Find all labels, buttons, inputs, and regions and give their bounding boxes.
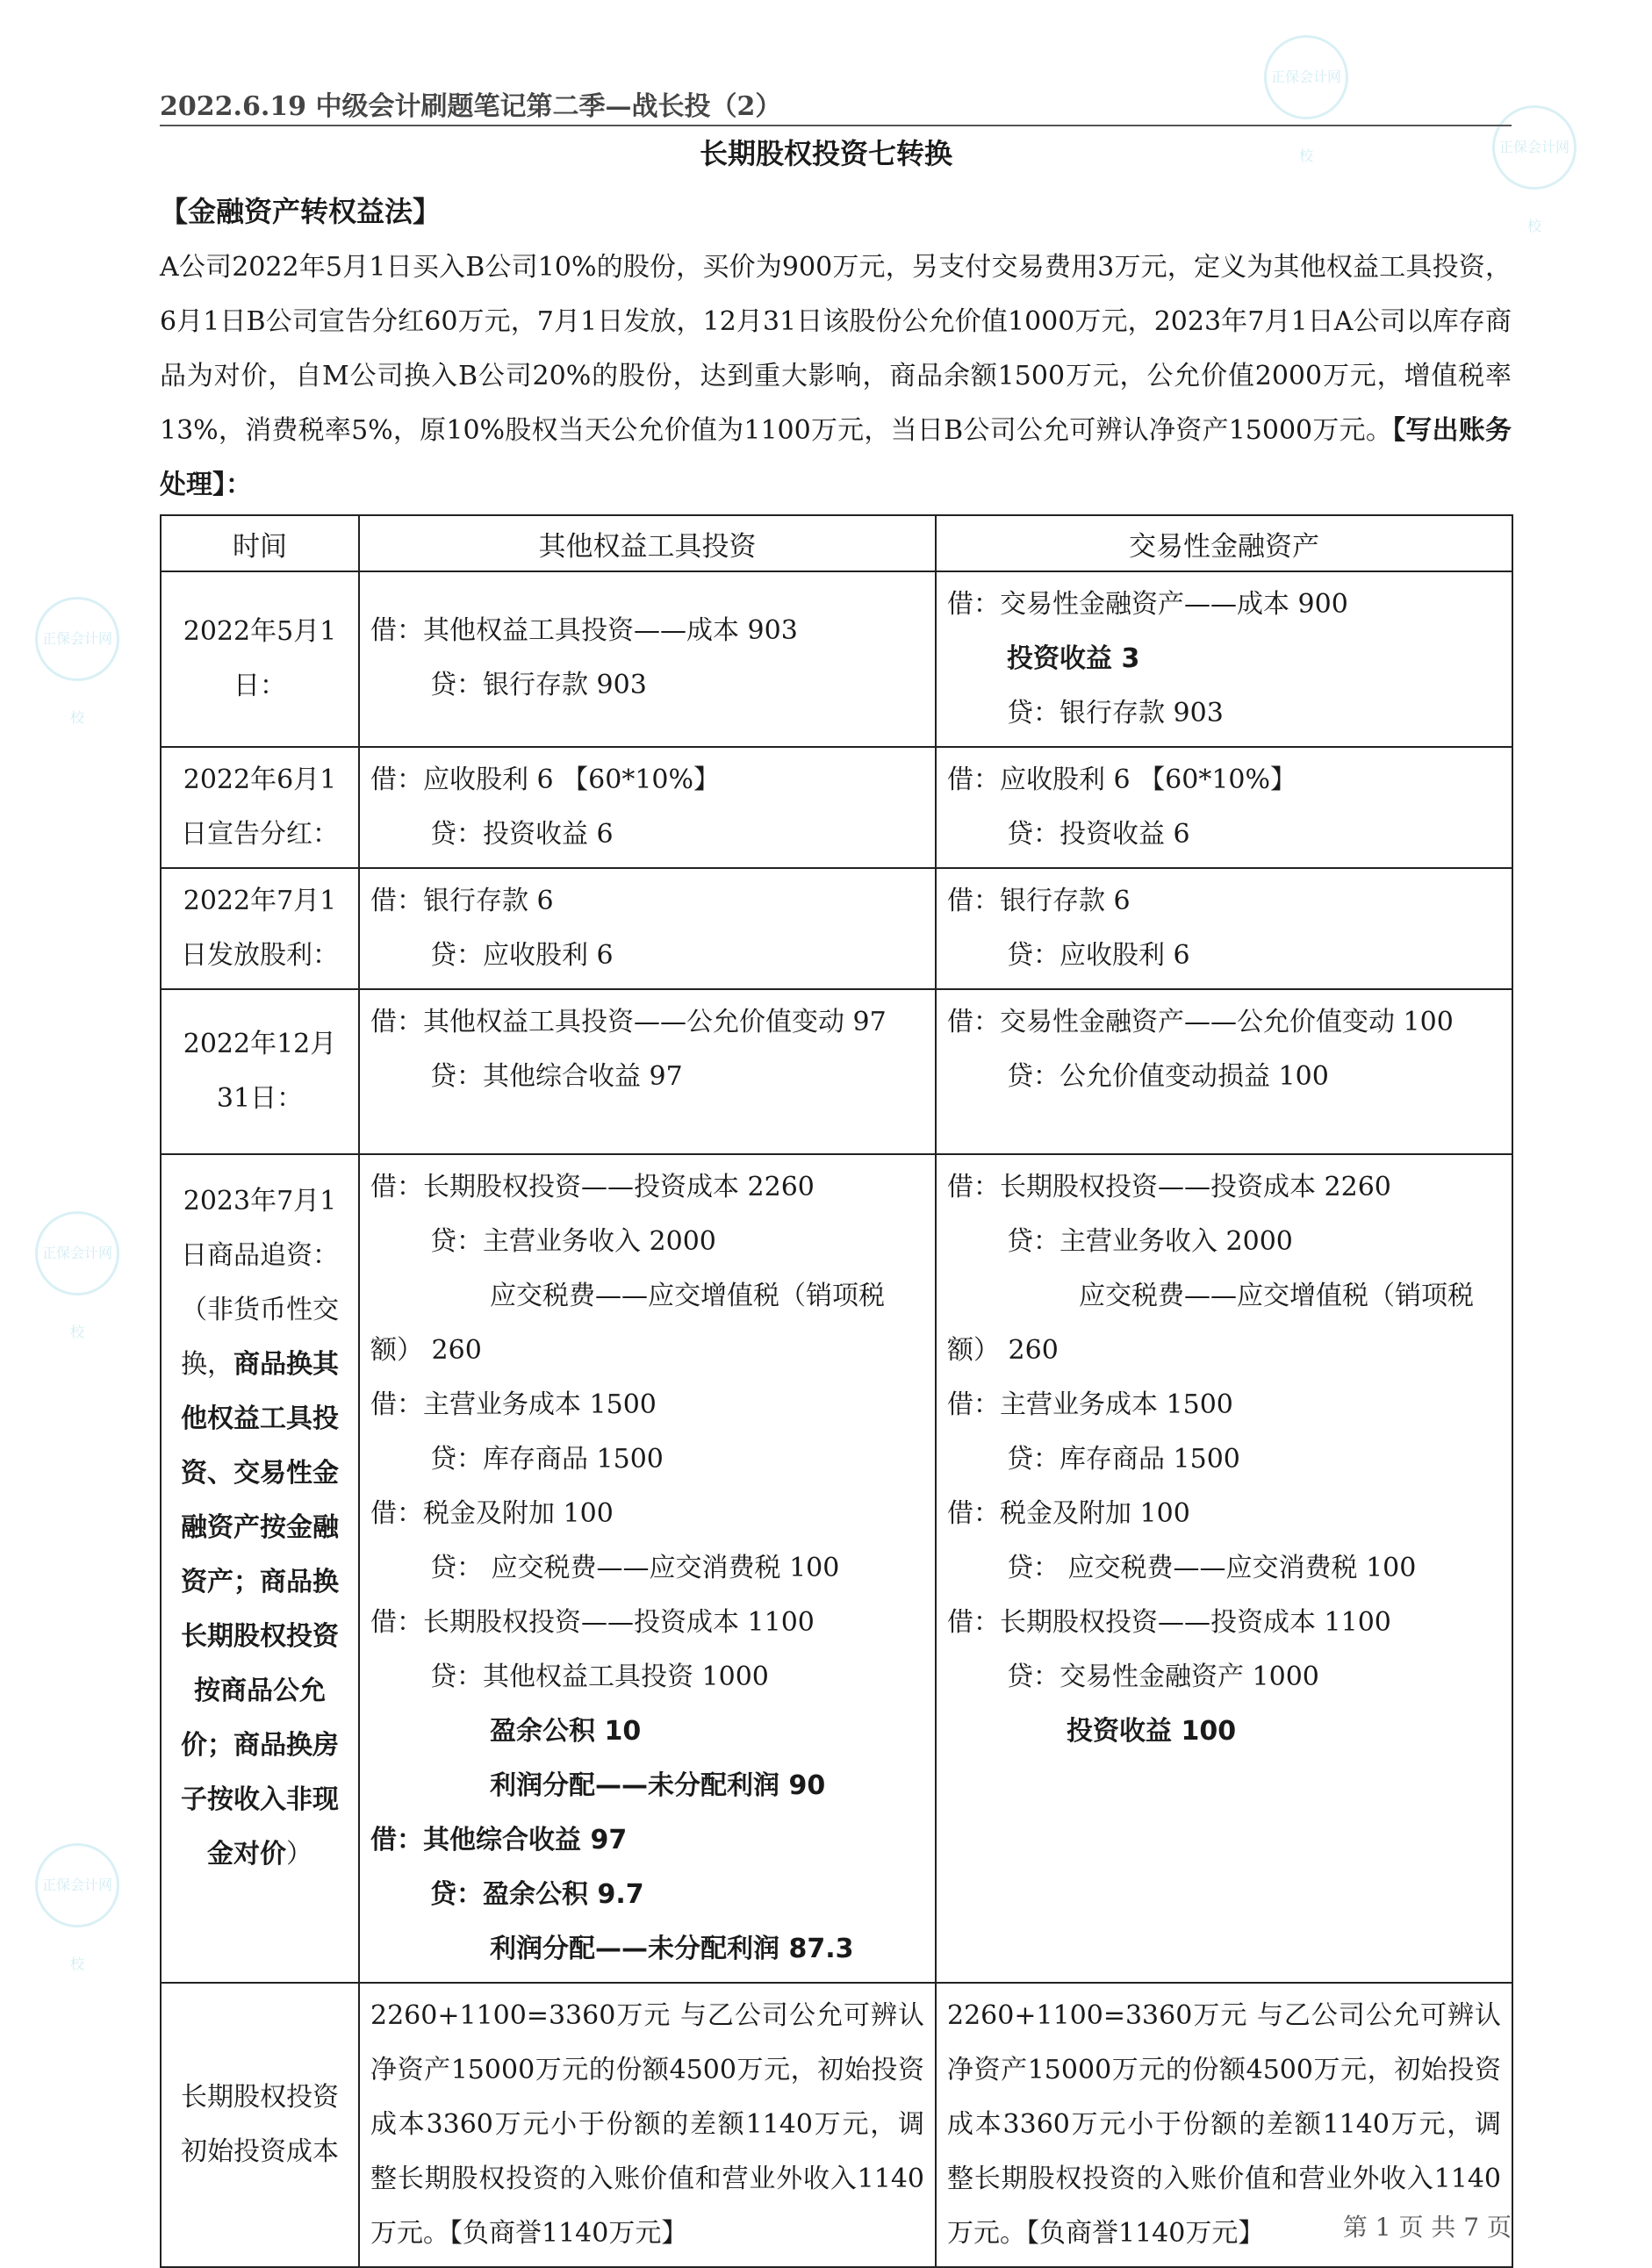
entry-line: 借：应收股利 6 【60*10%】 bbox=[370, 764, 721, 795]
entry-cell bbox=[936, 868, 1512, 989]
entry-cell: 2260+1100=3360万元 与乙公司公允可辨认净资产15000万元的份额4500万元，初始投资成本3360万元小于份额的差额1140万元，调整长期股权投资的入账价值和营业外收入1140万元。【负商誉1140万元】 bbox=[359, 1983, 936, 2267]
entry-line: 应交税费——应交增值税（销项税额） 260 bbox=[370, 1281, 885, 1366]
entry-line: 借：其他综合收益 97 bbox=[370, 1825, 628, 1855]
entry-line: 应交税费——应交增值税（销项税额） 260 bbox=[947, 1281, 1474, 1366]
entry-line: 贷： 应交税费——应交消费税 100 bbox=[430, 1553, 840, 1583]
table-header-row bbox=[161, 515, 1512, 571]
entry-line: 借：其他权益工具投资——成本 903 bbox=[370, 615, 798, 646]
row-time: 2022年6月1日宣告分红： bbox=[161, 747, 359, 868]
entry-line: 借：交易性金融资产——成本 900 bbox=[947, 589, 1348, 620]
problem-statement bbox=[160, 240, 1512, 513]
entry-line: 借：长期股权投资——投资成本 1100 bbox=[947, 1607, 1391, 1638]
entry-line: 借：长期股权投资——投资成本 1100 bbox=[370, 1607, 815, 1638]
entry-line: 利润分配——未分配利润 90 bbox=[490, 1770, 826, 1801]
entry-line: 贷：主营业务收入 2000 bbox=[1007, 1226, 1293, 1257]
entry-line: 贷：其他权益工具投资 1000 bbox=[430, 1662, 769, 1692]
watermark-logo: 正保会计网校 bbox=[1492, 105, 1577, 190]
entry-line: 借：长期股权投资——投资成本 2260 bbox=[370, 1172, 815, 1202]
entry-cell bbox=[936, 1154, 1512, 1983]
entry-line: 贷：应收股利 6 bbox=[430, 940, 614, 971]
entry-line: 投资收益 100 bbox=[1067, 1716, 1237, 1747]
header-time: 时间 bbox=[161, 515, 359, 571]
header-trading-asset: 交易性金融资产 bbox=[936, 515, 1512, 571]
entry-line: 利润分配——未分配利润 87.3 bbox=[490, 1934, 854, 1964]
table-row bbox=[161, 1983, 1512, 2267]
entry-cell bbox=[359, 571, 936, 747]
entry-line: 借：主营业务成本 1500 bbox=[947, 1389, 1233, 1420]
entry-cell bbox=[936, 747, 1512, 868]
entry-line: 投资收益 3 bbox=[1007, 643, 1140, 674]
entry-line: 借：交易性金融资产——公允价值变动 100 bbox=[947, 1007, 1454, 1037]
row-time: 2022年12月31日： bbox=[161, 989, 359, 1154]
entry-line: 借：税金及附加 100 bbox=[947, 1498, 1190, 1529]
entry-line: 贷：盈余公积 9.7 bbox=[430, 1879, 644, 1910]
watermark-logo: 正保会计网校 bbox=[35, 597, 119, 681]
row-time-end: ） bbox=[286, 1839, 312, 1870]
table-row bbox=[161, 868, 1512, 989]
entry-line: 盈余公积 10 bbox=[490, 1716, 642, 1747]
watermark-logo: 正保会计网校 bbox=[35, 1843, 119, 1927]
entry-line: 借：主营业务成本 1500 bbox=[370, 1389, 657, 1420]
entry-cell bbox=[359, 989, 936, 1154]
row-time-text: 2023年7月1日商品追资：（非货币性交换， bbox=[181, 1186, 339, 1380]
entry-line: 贷：投资收益 6 bbox=[430, 819, 614, 850]
row-time: 长期股权投资初始投资成本 bbox=[161, 1983, 359, 2267]
entry-line: 贷：投资收益 6 bbox=[1007, 819, 1190, 850]
entry-line: 贷：银行存款 903 bbox=[1007, 698, 1224, 728]
table-row bbox=[161, 1154, 1512, 1983]
entry-line: 贷：库存商品 1500 bbox=[1007, 1444, 1240, 1475]
table-row bbox=[161, 747, 1512, 868]
header-oci-equity: 其他权益工具投资 bbox=[359, 515, 936, 571]
row-time bbox=[161, 1154, 359, 1983]
table-row bbox=[161, 571, 1512, 747]
page-title: 长期股权投资七转换 bbox=[699, 137, 952, 170]
watermark-logo: 正保会计网校 bbox=[1264, 35, 1348, 119]
row-time: 2022年5月1日： bbox=[161, 571, 359, 747]
row-time: 2022年7月1日发放股利： bbox=[161, 868, 359, 989]
entry-line: 贷：主营业务收入 2000 bbox=[430, 1226, 716, 1257]
entry-line: 贷：交易性金融资产 1000 bbox=[1007, 1662, 1319, 1692]
section-title: 【金融资产转权益法】 bbox=[160, 195, 442, 228]
problem-emphasis: 【写出账务处理】： bbox=[160, 415, 1512, 500]
entry-cell bbox=[936, 571, 1512, 747]
row-time-bold: 商品换其他权益工具投资、交易性金融资产按金融资产；商品换长期股权投资按商品公允价；商品换房子按收入非现金对价 bbox=[181, 1349, 339, 1870]
entry-line: 借：银行存款 6 bbox=[947, 886, 1131, 916]
entry-line: 借：税金及附加 100 bbox=[370, 1498, 614, 1529]
accounting-table bbox=[160, 514, 1513, 2268]
table-row bbox=[161, 989, 1512, 1154]
entry-cell: 2260+1100=3360万元 与乙公司公允可辨认净资产15000万元的份额4500万元，初始投资成本3360万元小于份额的差额1140万元，调整长期股权投资的入账价值和营业外收入1140万元。【负商誉1140万元】 bbox=[936, 1983, 1512, 2267]
page-footer: 第 1 页 共 7 页 bbox=[1342, 2213, 1512, 2242]
entry-cell bbox=[359, 868, 936, 989]
entry-line: 借：长期股权投资——投资成本 2260 bbox=[947, 1172, 1391, 1202]
entry-line: 贷：其他综合收益 97 bbox=[430, 1061, 683, 1092]
entry-line: 贷：银行存款 903 bbox=[430, 670, 647, 700]
entry-line: 贷：公允价值变动损益 100 bbox=[1007, 1061, 1329, 1092]
entry-line: 贷： 应交税费——应交消费税 100 bbox=[1007, 1553, 1417, 1583]
entry-line: 贷：应收股利 6 bbox=[1007, 940, 1190, 971]
entry-cell bbox=[936, 989, 1512, 1154]
entry-line: 借：应收股利 6 【60*10%】 bbox=[947, 764, 1297, 795]
entry-line: 贷：库存商品 1500 bbox=[430, 1444, 664, 1475]
problem-text: A公司2022年5月1日买入B公司10%的股份，买价为900万元，另支付交易费用3万元，定义为其他权益工具投资，6月1日B公司宣告分红60万元，7月1日发放，12月31日该股份公允价值1000万元，2023年7月1日A公司以库存商品为对价，自M公司换入B公司20%的股份，达到重大影响，商品余额1500万元，公允价值2000万元，增值税率13%，消费税率5%，原10%股权当天公允价值为1100万元，当日B公司公允可辨认净资产15000万元。 bbox=[160, 252, 1512, 446]
watermark-logo: 正保会计网校 bbox=[35, 1211, 119, 1295]
entry-line: 借：其他权益工具投资——公允价值变动 97 bbox=[370, 1007, 887, 1037]
entry-cell bbox=[359, 1154, 936, 1983]
entry-cell bbox=[359, 747, 936, 868]
entry-line: 借：银行存款 6 bbox=[370, 886, 554, 916]
page-header: 2022.6.19 中级会计刷题笔记第二季—战长投（2） bbox=[160, 84, 1512, 126]
